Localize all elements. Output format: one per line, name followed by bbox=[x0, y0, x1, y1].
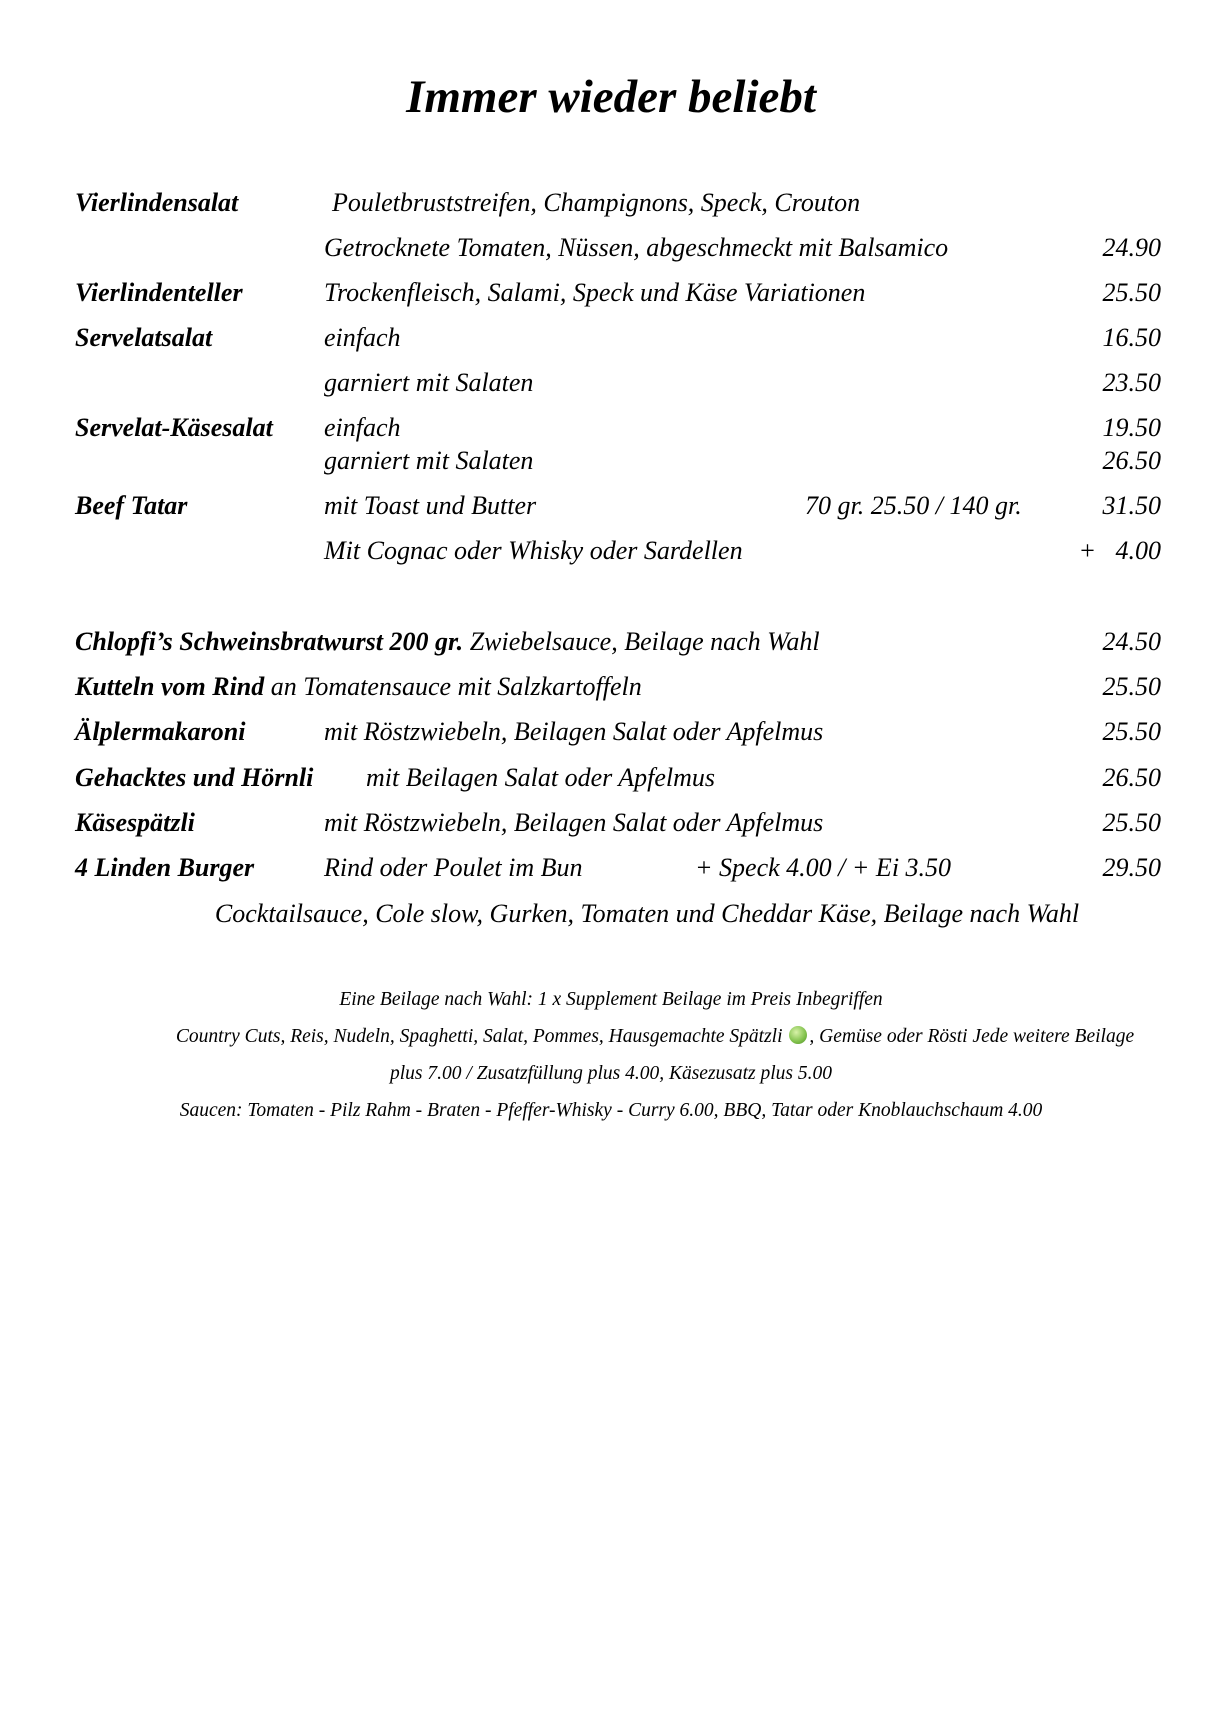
item-name: Gehacktes und Hörnli bbox=[75, 763, 314, 792]
item-text bbox=[75, 624, 820, 660]
menu-item-row bbox=[0, 275, 1222, 311]
menu-item-row bbox=[0, 230, 1222, 266]
page-title: Immer wieder beliebt bbox=[406, 71, 816, 123]
menu-item-row bbox=[0, 669, 1222, 705]
item-name: Kutteln vom Rind bbox=[75, 672, 265, 701]
menu-item-row bbox=[0, 624, 1222, 660]
item-description: Mit Cognac oder Whisky oder Sardellen bbox=[324, 536, 743, 565]
item-extra: + Speck 4.00 / + Ei 3.50 bbox=[695, 853, 952, 882]
item-extra: 70 gr. 25.50 / 140 gr. bbox=[805, 491, 1022, 520]
item-description: Rind oder Poulet im Bun bbox=[324, 853, 583, 882]
item-price: 23.50 bbox=[1102, 368, 1161, 397]
menu-item-row bbox=[0, 714, 1222, 750]
item-name: Älplermakaroni bbox=[75, 717, 246, 746]
menu-item-row bbox=[0, 488, 1222, 524]
item-price: + 4.00 bbox=[1078, 536, 1161, 565]
item-description: mit Röstzwiebeln, Beilagen Salat oder Apfelmus bbox=[324, 717, 824, 746]
side-dish-list bbox=[44, 1024, 1222, 1050]
supplement-prices: plus 7.00 / Zusatzfüllung plus 4.00, Käsezusatz plus 5.00 bbox=[389, 1063, 833, 1084]
item-price: 25.50 bbox=[1102, 278, 1161, 307]
side-dish-note: Eine Beilage nach Wahl: 1 x Supplement Beilage im Preis Inbegriffen bbox=[339, 989, 883, 1010]
item-description: Getrocknete Tomaten, Nüssen, abgeschmeckt mit Balsamico bbox=[324, 233, 949, 262]
item-name: Chlopfi’s Schweinsbratwurst 200 gr. bbox=[75, 627, 464, 656]
item-text bbox=[75, 669, 642, 705]
menu-item-row bbox=[0, 185, 1222, 221]
item-name: Vierlindensalat bbox=[75, 188, 239, 217]
item-name: Servelat-Käsesalat bbox=[75, 413, 273, 442]
item-description: einfach bbox=[324, 323, 401, 352]
item-description: mit Toast und Butter bbox=[324, 491, 537, 520]
item-description: einfach bbox=[324, 413, 401, 442]
sauces-note: Saucen: Tomaten - Pilz Rahm - Braten - Pfeffer-Whisky - Curry 6.00, BBQ, Tatar oder Knoblauchschaum 4.00 bbox=[179, 1100, 1043, 1121]
menu-item-row bbox=[0, 533, 1222, 569]
item-price: 25.50 bbox=[1102, 808, 1161, 837]
item-description: mit Röstzwiebeln, Beilagen Salat oder Apfelmus bbox=[324, 808, 824, 837]
menu-item-row bbox=[0, 850, 1222, 886]
item-price: 16.50 bbox=[1102, 323, 1161, 352]
item-name: Beef Tatar bbox=[75, 491, 188, 520]
item-description: mit Beilagen Salat oder Apfelmus bbox=[366, 763, 716, 792]
item-price: 29.50 bbox=[1102, 853, 1161, 882]
item-description: garniert mit Salaten bbox=[324, 446, 534, 475]
item-description: garniert mit Salaten bbox=[324, 368, 534, 397]
item-price: 25.50 bbox=[1102, 672, 1161, 701]
menu-item-row bbox=[0, 410, 1222, 446]
item-name: 4 Linden Burger bbox=[75, 853, 255, 882]
menu-item-row bbox=[0, 320, 1222, 356]
item-description: an Tomatensauce mit Salzkartoffeln bbox=[270, 672, 642, 701]
item-price: 26.50 bbox=[1102, 446, 1161, 475]
item-name: Servelatsalat bbox=[75, 323, 213, 352]
green-leaf-icon bbox=[789, 1026, 807, 1044]
burger-note: Cocktailsauce, Cole slow, Gurken, Tomaten und Cheddar Käse, Beilage nach Wahl bbox=[214, 899, 1080, 928]
item-description: Pouletbruststreifen, Champignons, Speck, Crouton bbox=[332, 188, 861, 217]
item-description: Trockenfleisch, Salami, Speck und Käse Variationen bbox=[324, 278, 866, 307]
item-description: Zwiebelsauce, Beilage nach Wahl bbox=[469, 627, 820, 656]
item-price: 26.50 bbox=[1102, 763, 1161, 792]
menu-item-row bbox=[0, 365, 1222, 401]
side-dish-list-b: , Gemüse oder Rösti Jede weitere Beilage bbox=[809, 1026, 1135, 1047]
side-dish-list-a: Country Cuts, Reis, Nudeln, Spaghetti, Salat, Pommes, Hausgemachte Spätzli bbox=[175, 1026, 783, 1047]
item-price: 31.50 bbox=[1102, 491, 1161, 520]
item-name: Käsespätzli bbox=[75, 808, 195, 837]
menu-item-row bbox=[0, 760, 1222, 796]
item-price: 24.90 bbox=[1102, 233, 1161, 262]
menu-item-row bbox=[0, 805, 1222, 841]
menu-item-row bbox=[0, 443, 1222, 479]
item-name: Vierlindenteller bbox=[75, 278, 243, 307]
item-price: 19.50 bbox=[1102, 413, 1161, 442]
item-price: 24.50 bbox=[1102, 627, 1161, 656]
item-price: 25.50 bbox=[1102, 717, 1161, 746]
